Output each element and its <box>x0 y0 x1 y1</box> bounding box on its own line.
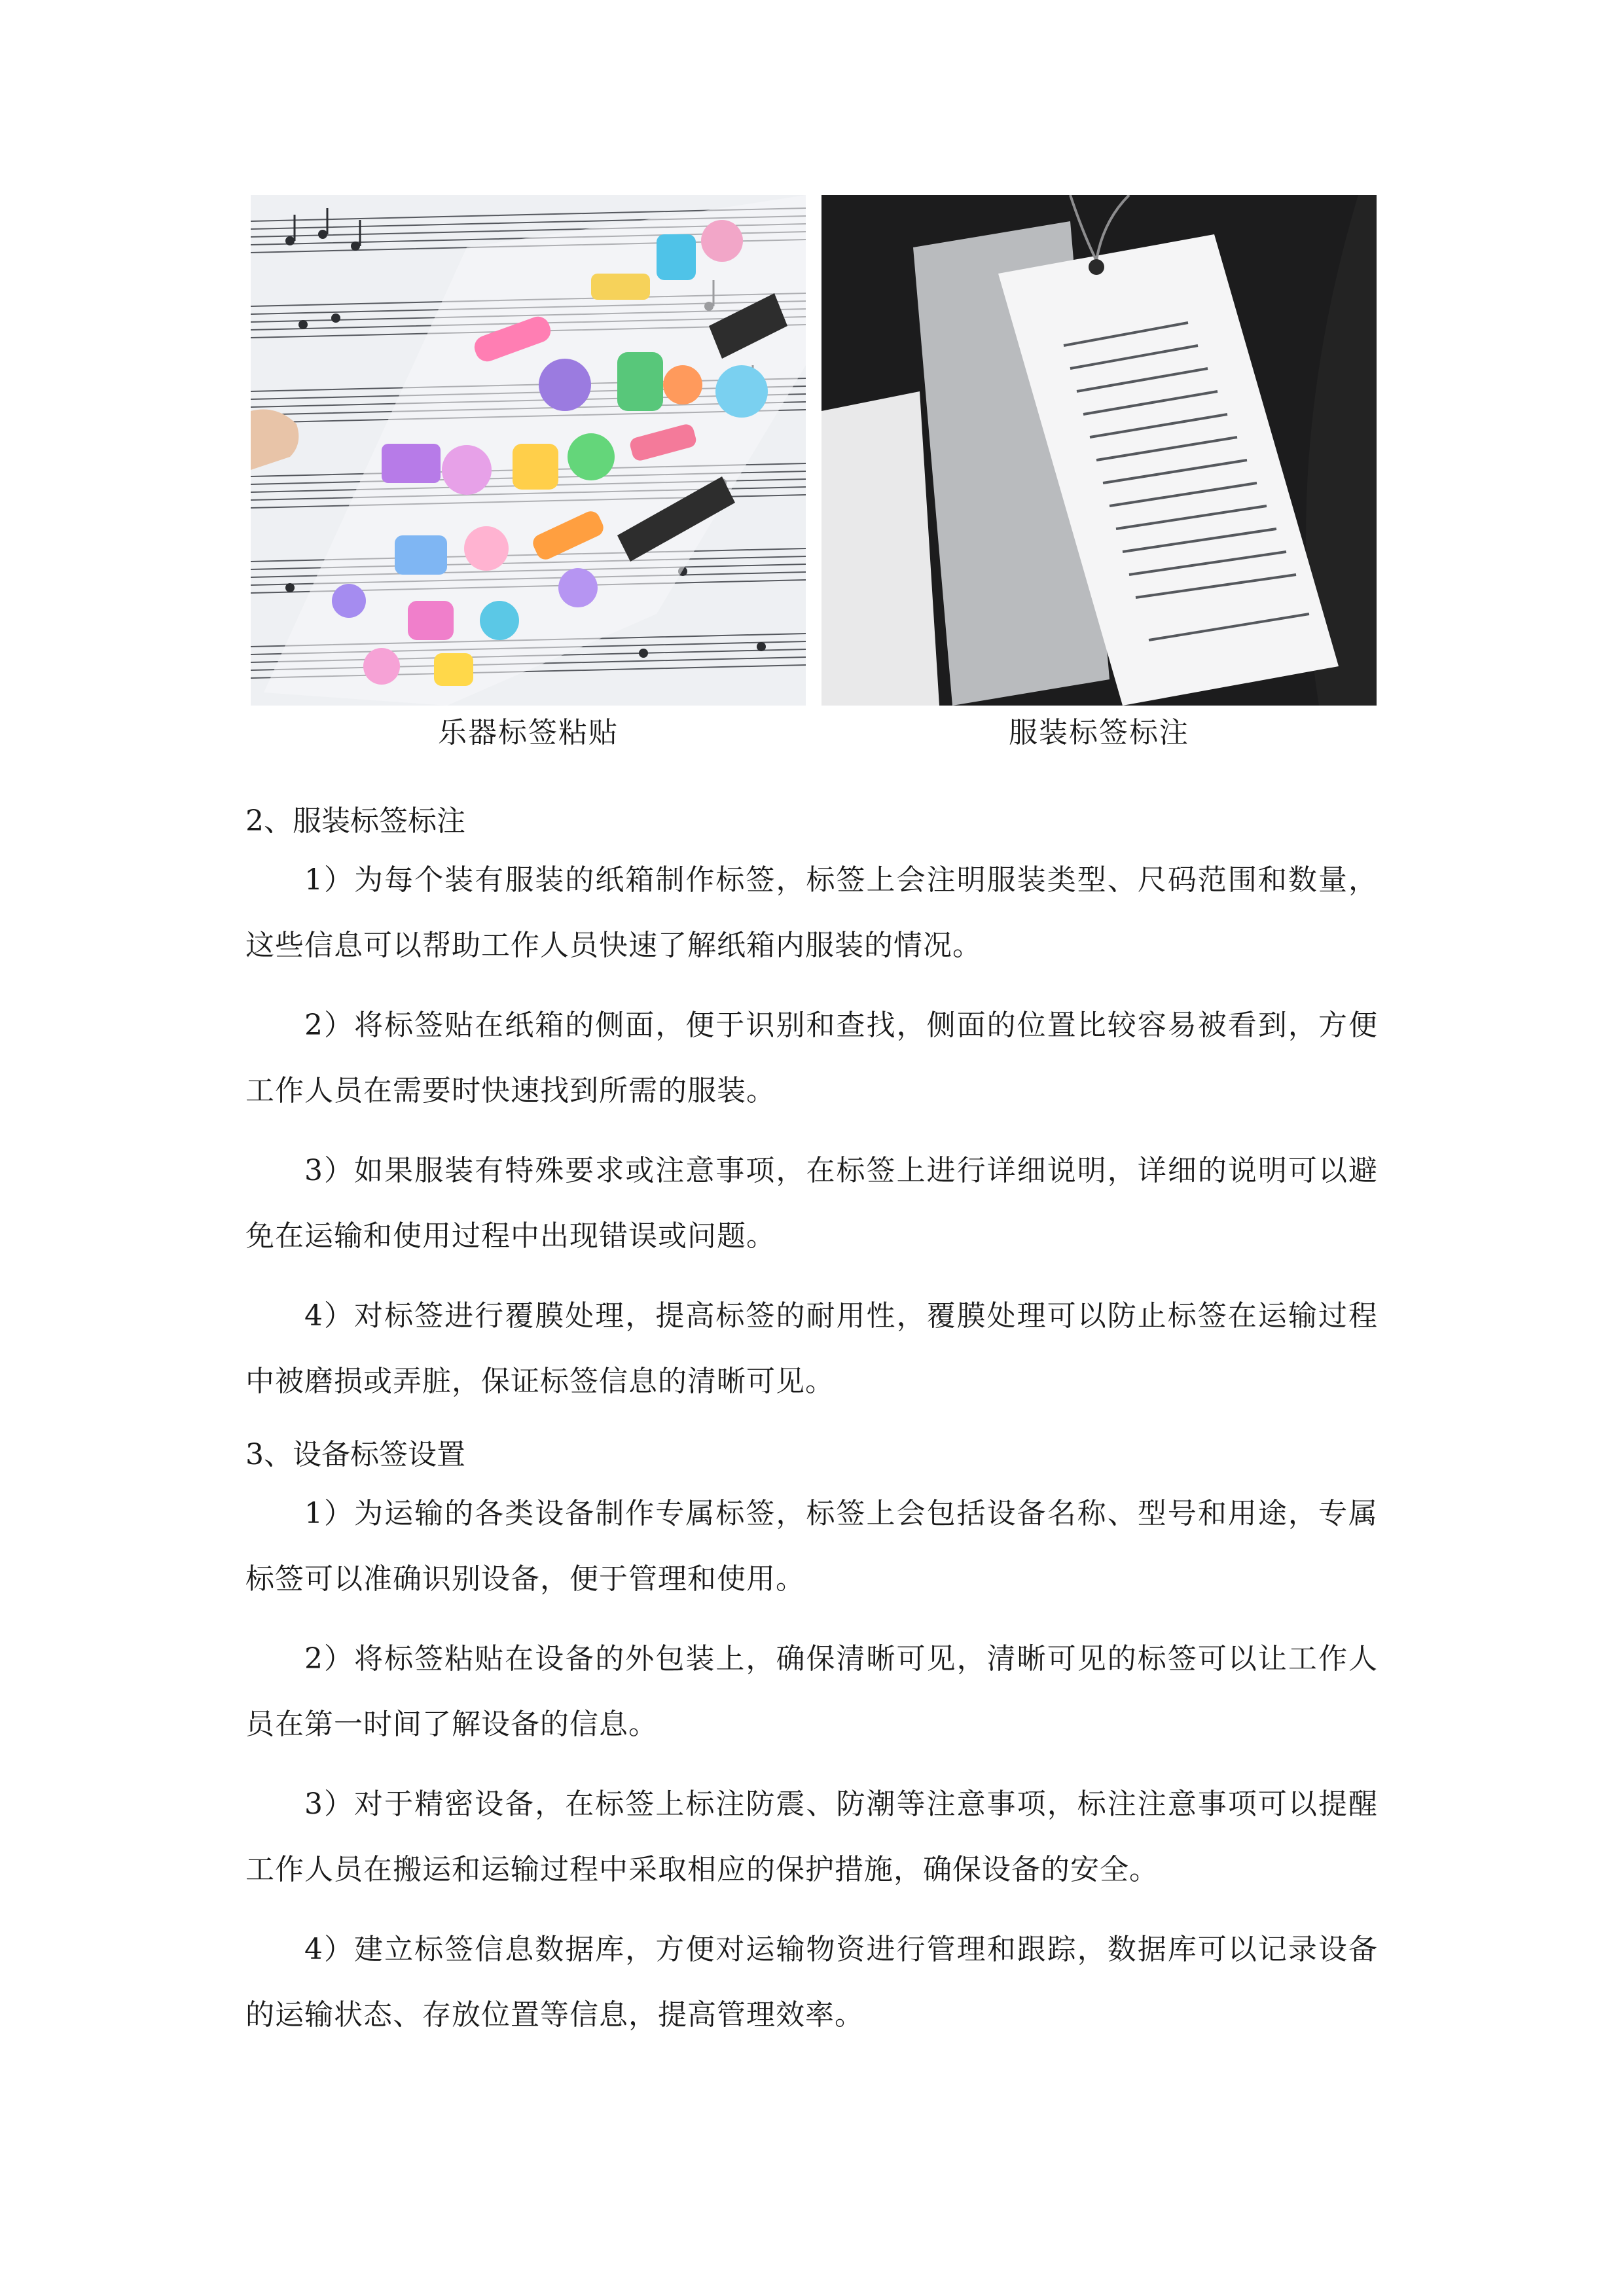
document-body <box>245 795 1378 2062</box>
paragraph: 3）对于精密设备，在标签上标注防震、防潮等注意事项，标注注意事项可以提醒工作人员在搬运和运输过程中采取相应的保护措施，确保设备的安全。 <box>245 1787 1378 1886</box>
paragraph: 2）将标签粘贴在设备的外包装上，确保清晰可见，清晰可见的标签可以让工作人员在第一时间了解设备的信息。 <box>245 1642 1378 1741</box>
music-sticker-photo <box>251 195 806 706</box>
figure-row <box>251 195 1377 706</box>
section-clothing-labels <box>245 795 1378 1414</box>
paragraph: 2）将标签贴在纸箱的侧面，便于识别和查找，侧面的位置比较容易被看到，方便工作人员在需要时快速找到所需的服装。 <box>245 1009 1378 1107</box>
paragraph: 1）为运输的各类设备制作专属标签，标签上会包括设备名称、型号和用途，专属标签可以准确识别设备，便于管理和使用。 <box>245 1497 1378 1596</box>
clothing-tag-photo <box>821 195 1377 706</box>
paragraph: 1）为每个装有服装的纸箱制作标签，标签上会注明服装类型、尺码范围和数量，这些信息可以帮助工作人员快速了解纸箱内服装的情况。 <box>245 863 1378 962</box>
figure-caption-right: 服装标签标注 <box>1009 716 1189 749</box>
paragraph: 4）建立标签信息数据库，方便对运输物资进行管理和跟踪，数据库可以记录设备的运输状态、存放位置等信息，提高管理效率。 <box>245 1933 1378 2032</box>
paragraph: 4）对标签进行覆膜处理，提高标签的耐用性，覆膜处理可以防止标签在运输过程中被磨损或弄脏，保证标签信息的清晰可见。 <box>245 1299 1378 1398</box>
clothing-tag-image <box>821 195 1377 706</box>
section-heading: 3、设备标签设置 <box>245 1438 465 1471</box>
section-equipment-labels <box>245 1429 1378 2048</box>
figure-caption-left: 乐器标签粘贴 <box>438 716 619 749</box>
music-sticker-image <box>251 195 806 706</box>
paragraph: 3）如果服装有特殊要求或注意事项，在标签上进行详细说明，详细的说明可以避免在运输和使用过程中出现错误或问题。 <box>245 1154 1378 1253</box>
section-heading: 2、服装标签标注 <box>245 804 465 838</box>
